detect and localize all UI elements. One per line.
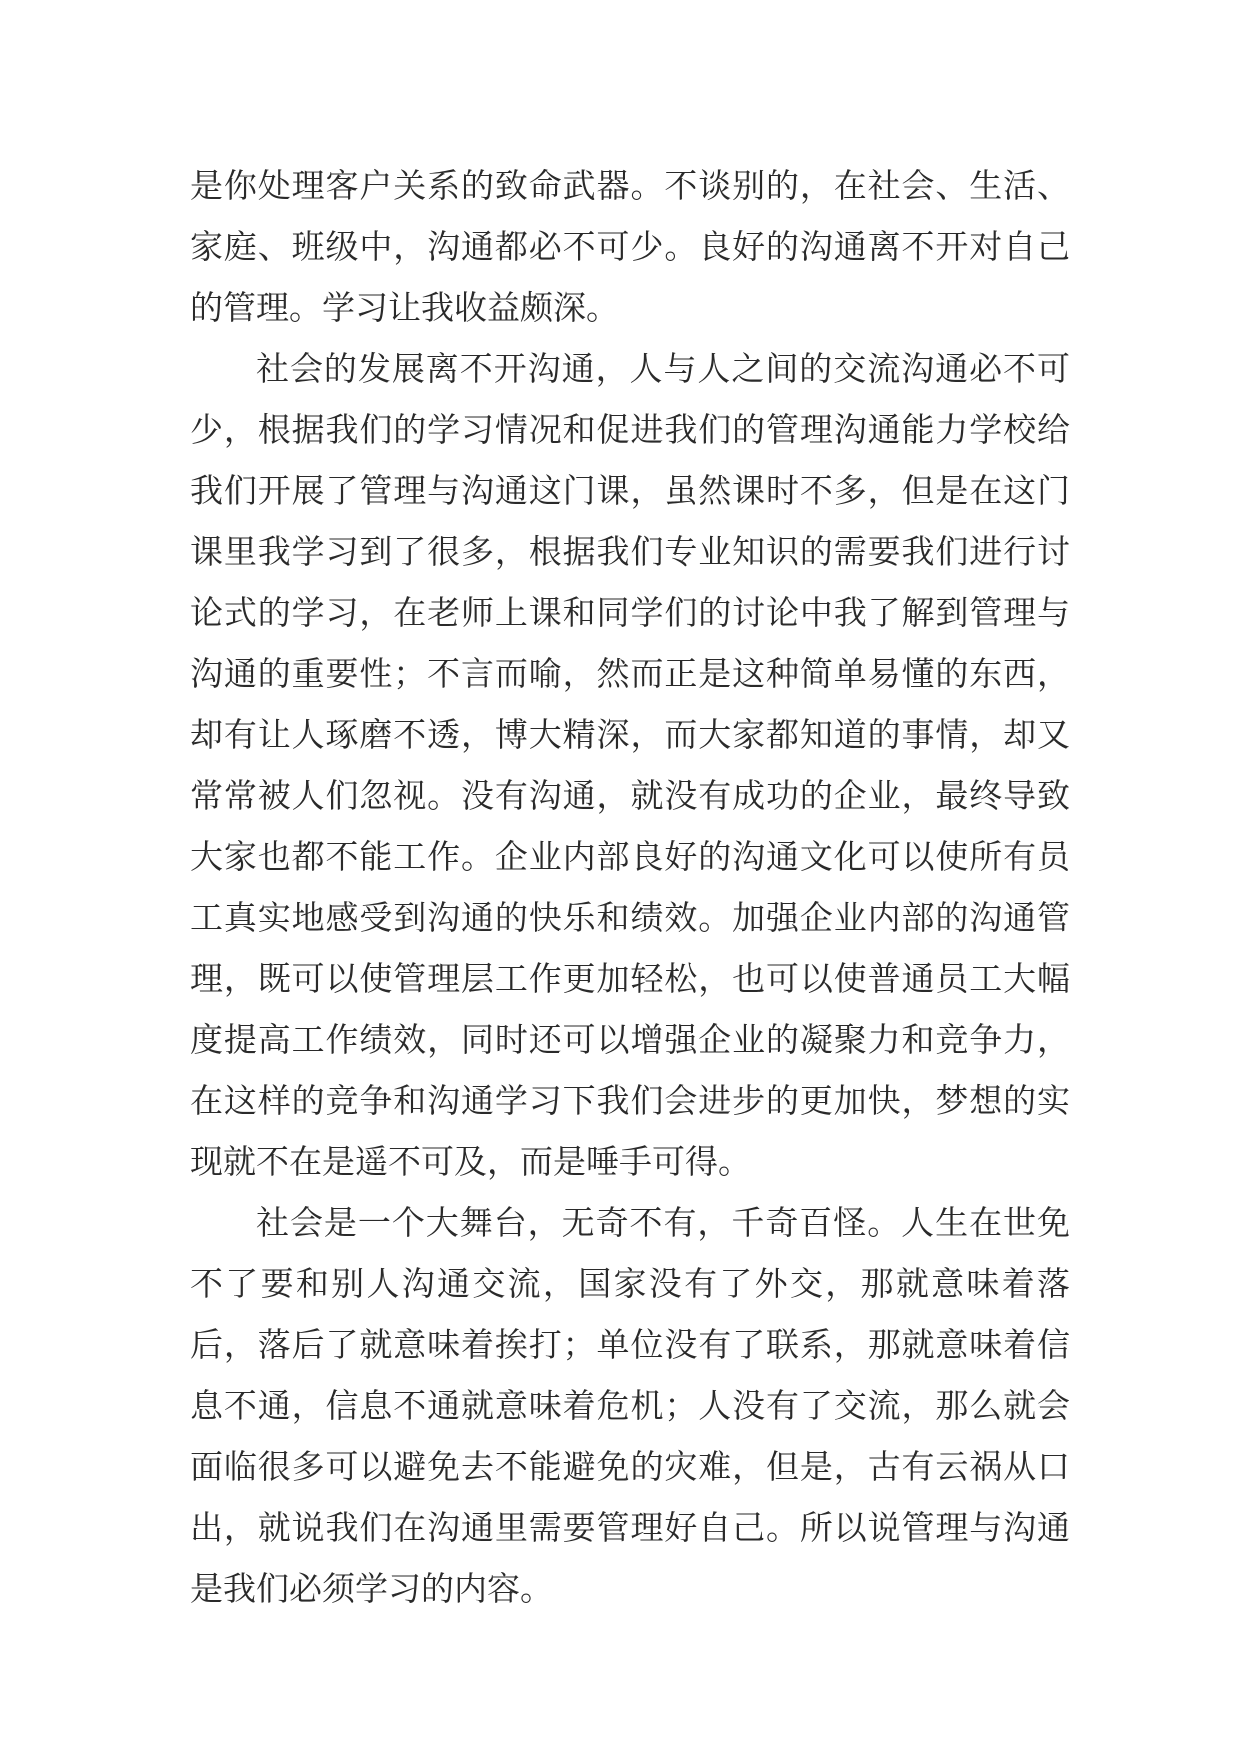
paragraph-1: 是你处理客户关系的致命武器。不谈别的，在社会、生活、家庭、班级中，沟通都必不可少。良好的沟通离不开对自己的管理。学习让我收益颇深。 <box>190 166 1070 327</box>
paragraph-3: 社会是一个大舞台，无奇不有，千奇百怪。人生在世免不了要和别人沟通交流，国家没有了外交，那就意味着落后，落后了就意味着挨打；单位没有了联系，那就意味着信息不通，信息不通就意味着危机；人没有了交流，那么就会面临很多可以避免去不能避免的灾难，但是，古有云祸从口出，就说我们在沟通里需要管理好自己。所以说管理与沟通是我们必须学习的内容。 <box>190 1203 1070 1608</box>
body-text <box>190 155 1070 1619</box>
paragraph-2: 社会的发展离不开沟通，人与人之间的交流沟通必不可少，根据我们的学习情况和促进我们的管理沟通能力学校给我们开展了管理与沟通这门课，虽然课时不多，但是在这门课里我学习到了很多，根据我们专业知识的需要我们进行讨论式的学习，在老师上课和同学们的讨论中我了解到管理与沟通的重要性；不言而喻，然而正是这种简单易懂的东西，却有让人琢磨不透，博大精深，而大家都知道的事情，却又常常被人们忽视。没有沟通，就没有成功的企业，最终导致大家也都不能工作。企业内部良好的沟通文化可以使所有员工真实地感受到沟通的快乐和绩效。加强企业内部的沟通管理，既可以使管理层工作更加轻松，也可以使普通员工大幅度提高工作绩效，同时还可以增强企业的凝聚力和竞争力，在这样的竞争和沟通学习下我们会进步的更加快，梦想的实现就不在是遥不可及，而是唾手可得。 <box>190 349 1070 1181</box>
